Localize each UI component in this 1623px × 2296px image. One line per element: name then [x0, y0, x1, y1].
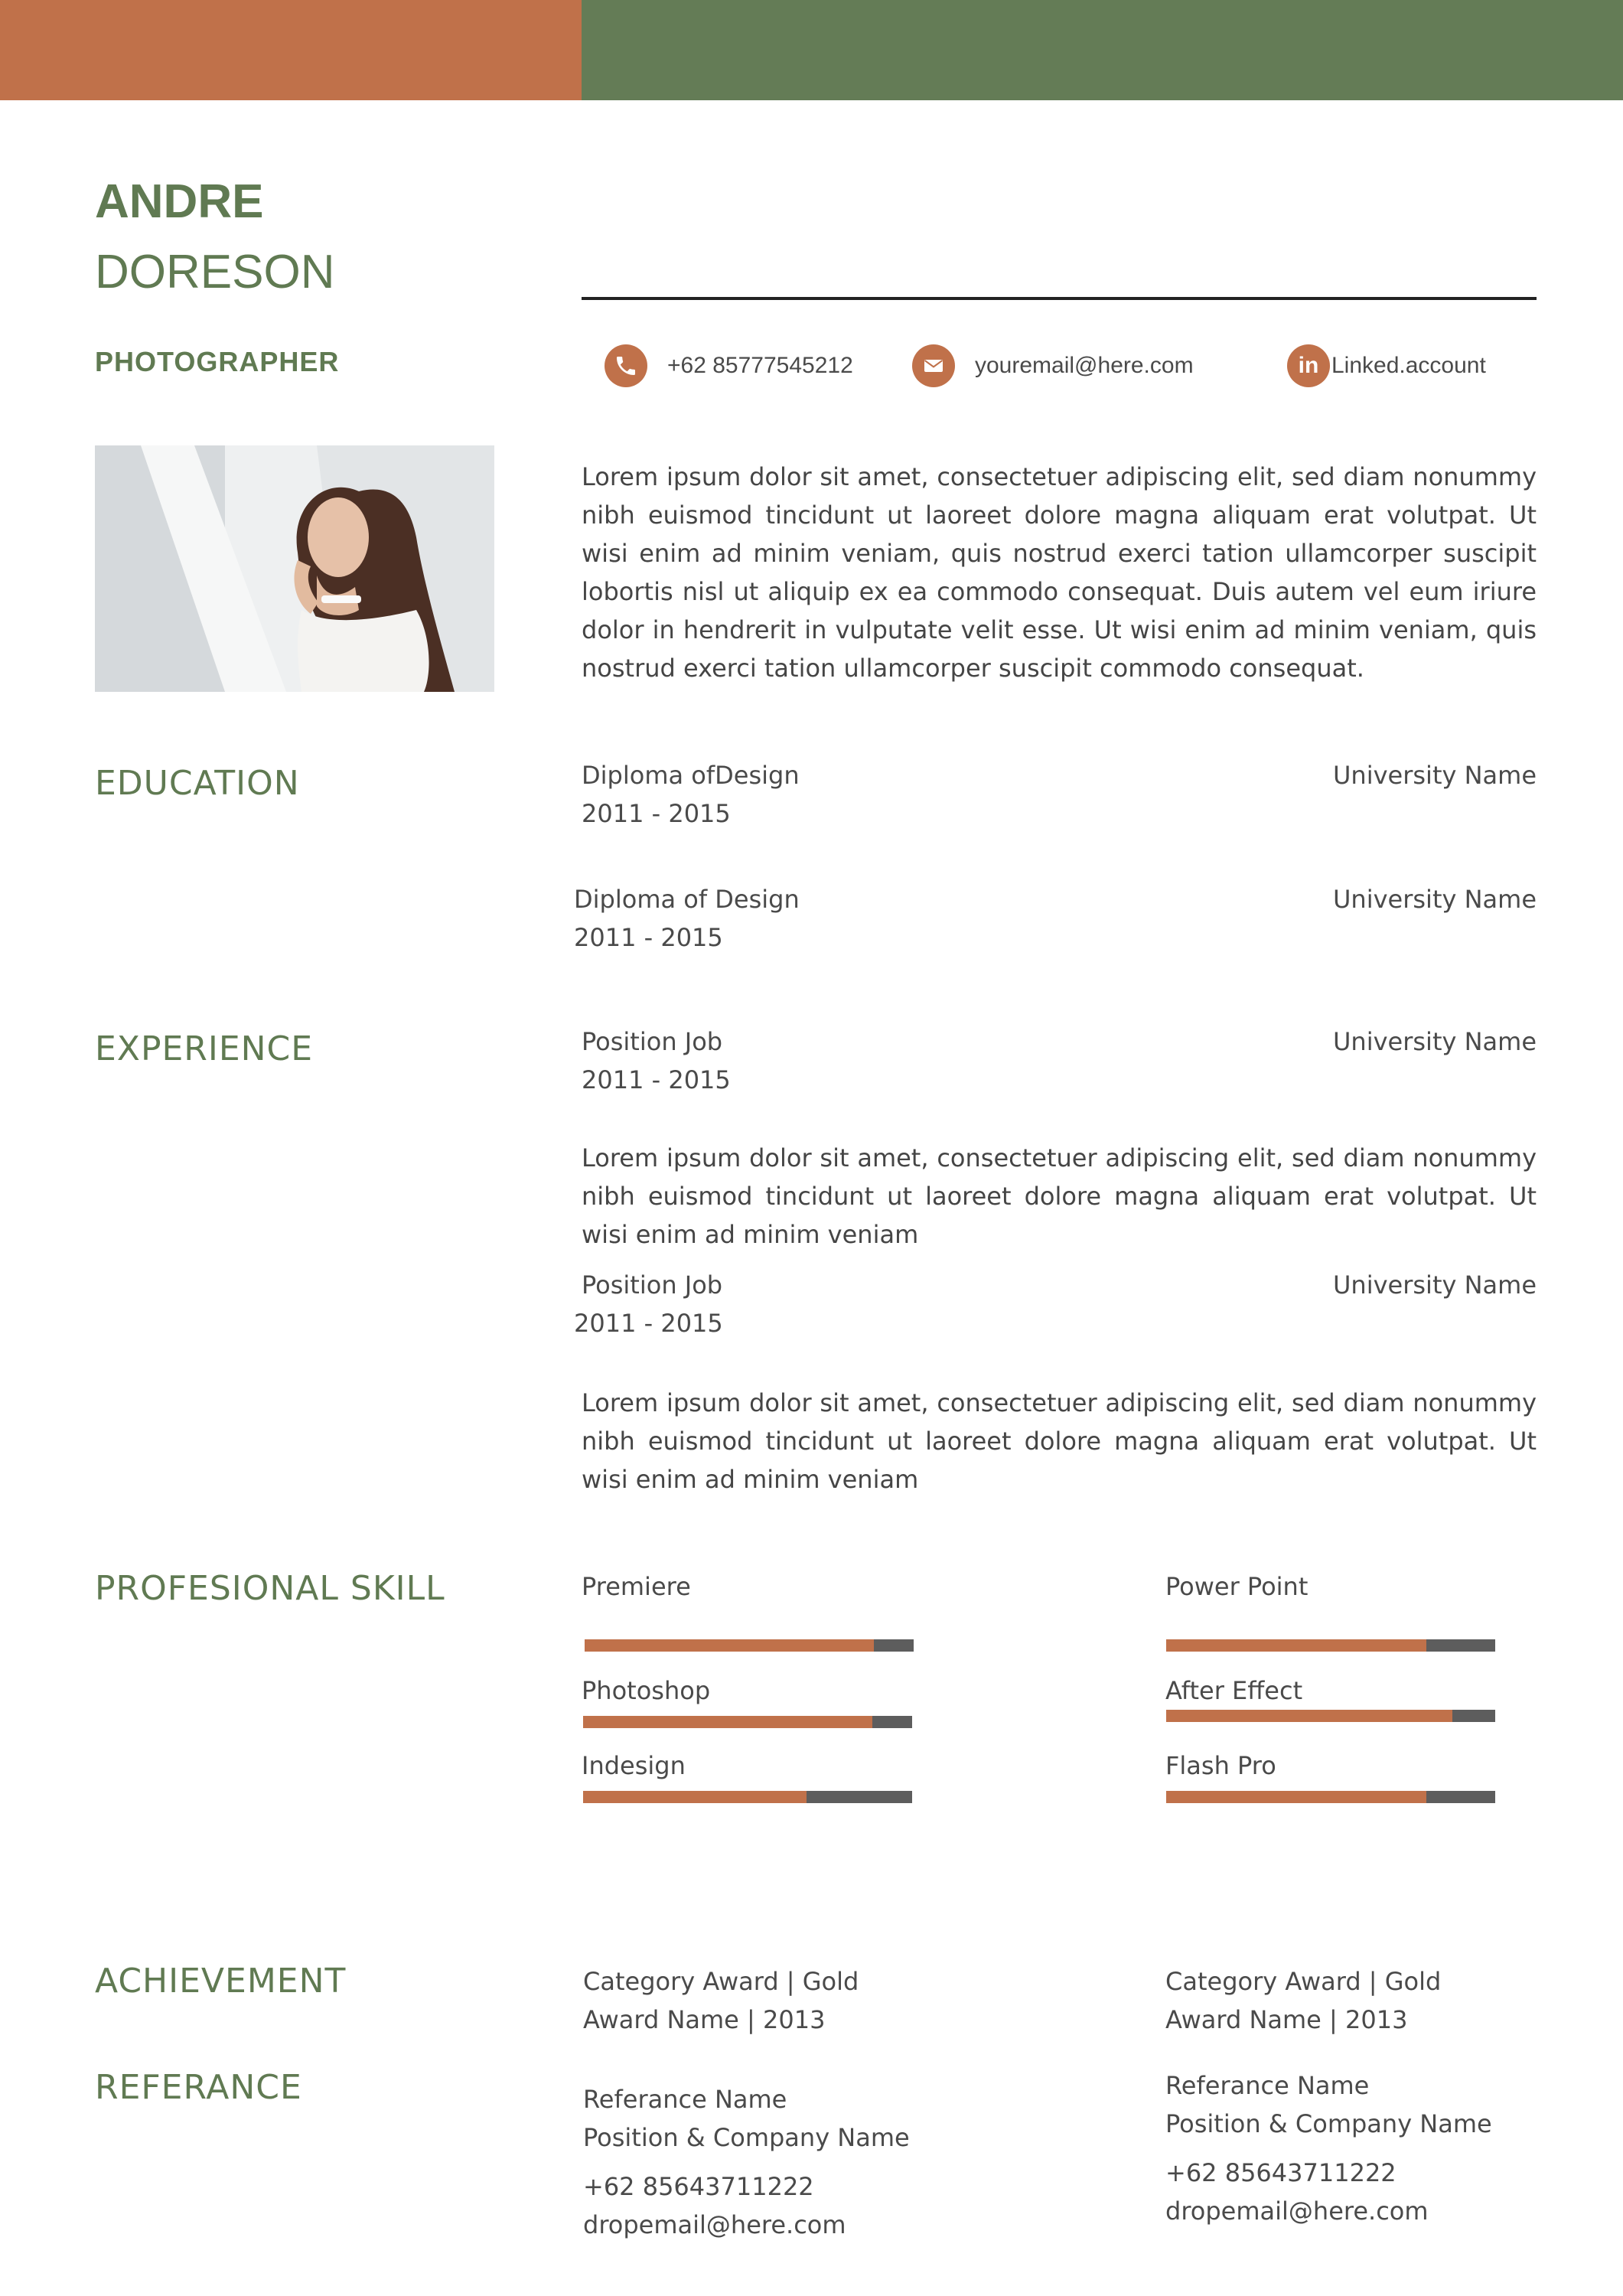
- skill-label-power-point: Power Point: [1165, 1572, 1309, 1601]
- education-years-1: 2011 - 2015: [582, 799, 731, 828]
- experience-position-1: Position Job: [582, 1027, 723, 1056]
- reference-name-2: Referance Name: [1165, 2071, 1370, 2100]
- experience-years-2: 2011 - 2015: [574, 1309, 723, 1338]
- skill-bar-flash-pro: [1166, 1791, 1495, 1803]
- education-degree-2: Diploma of Design: [574, 885, 800, 914]
- experience-years-1: 2011 - 2015: [582, 1065, 731, 1094]
- reference-phone-1: +62 85643711222: [583, 2172, 814, 2201]
- mail-icon: [912, 344, 955, 387]
- skill-fill-power-point: [1166, 1639, 1426, 1652]
- skill-bar-after-effect: [1166, 1710, 1495, 1722]
- skill-bar-premiere: [585, 1639, 914, 1652]
- skill-label-indesign: Indesign: [582, 1751, 686, 1780]
- skill-label-after-effect: After Effect: [1165, 1676, 1303, 1705]
- experience-heading: EXPERIENCE: [95, 1029, 314, 1068]
- achievement-award-2: Award Name | 2013: [1165, 2005, 1408, 2034]
- education-school-2: University Name: [1333, 885, 1537, 914]
- contact-phone[interactable]: [605, 343, 853, 389]
- job-title: PHOTOGRAPHER: [95, 346, 340, 377]
- achievement-award-1: Award Name | 2013: [583, 2005, 826, 2034]
- experience-description-2: Lorem ipsum dolor sit amet, consectetuer adipiscing elit, sed diam nonummy nibh euismod tincidunt ut laoreet dolore magna aliquam erat volutpat. Ut wisi enim ad minim veniam: [582, 1388, 1537, 1494]
- linkedin-icon: in: [1287, 344, 1330, 387]
- header-band-green: [582, 0, 1623, 100]
- experience-company-2: University Name: [1333, 1270, 1537, 1300]
- skill-bar-power-point: [1166, 1639, 1495, 1652]
- last-name: DORESON: [95, 246, 335, 298]
- skill-bar-indesign: [583, 1791, 912, 1803]
- skills-heading: PROFESIONAL SKILL: [95, 1569, 445, 1608]
- reference-position-1: Position & Company Name: [583, 2123, 910, 2152]
- first-name: ANDRE: [95, 175, 264, 228]
- reference-position-2: Position & Company Name: [1165, 2109, 1492, 2138]
- email-text: youremail@here.com: [975, 353, 1194, 378]
- reference-name-1: Referance Name: [583, 2085, 787, 2114]
- reference-email-1[interactable]: dropemail@here.com: [583, 2210, 846, 2239]
- experience-description-1: Lorem ipsum dolor sit amet, consectetuer adipiscing elit, sed diam nonummy nibh euismod tincidunt ut laoreet dolore magna aliquam erat volutpat. Ut wisi enim ad minim veniam: [582, 1143, 1537, 1249]
- linkedin-text: Linked.account: [1331, 353, 1486, 378]
- experience-position-2: Position Job: [582, 1270, 723, 1300]
- education-years-2: 2011 - 2015: [574, 923, 723, 952]
- summary-paragraph: Lorem ipsum dolor sit amet, consectetuer adipiscing elit, sed diam nonummy nibh euismod tincidunt ut laoreet dolore magna aliquam erat volutpat. Ut wisi enim ad minim veniam, quis nostrud exerci tation ullamcorper suscipit lobortis nisl ut aliquip ex ea commodo consequat. Duis autem vel eum iriure dolor in hendrerit in vulputate velit esse. Ut wisi enim ad minim veniam, quis nostrud exerci tation ullamcorper suscipit commodo consequat.: [582, 462, 1537, 683]
- education-heading: EDUCATION: [95, 764, 300, 803]
- skill-label-photoshop: Photoshop: [582, 1676, 711, 1705]
- education-degree-1: Diploma ofDesign: [582, 761, 800, 790]
- skill-label-premiere: Premiere: [582, 1572, 691, 1601]
- achievement-category-2: Category Award | Gold: [1165, 1967, 1442, 1996]
- contact-linkedin[interactable]: [1287, 343, 1486, 389]
- phone-icon: [605, 344, 647, 387]
- skill-fill-premiere: [585, 1639, 874, 1652]
- achievement-category-1: Category Award | Gold: [583, 1967, 859, 1996]
- skill-fill-after-effect: [1166, 1710, 1452, 1722]
- experience-company-1: University Name: [1333, 1027, 1537, 1056]
- skill-label-flash-pro: Flash Pro: [1165, 1751, 1276, 1780]
- education-school-1: University Name: [1333, 761, 1537, 790]
- header-divider: [582, 297, 1537, 300]
- achievement-heading: ACHIEVEMENT: [95, 1962, 347, 2001]
- skill-fill-flash-pro: [1166, 1791, 1426, 1803]
- reference-heading: REFERANCE: [95, 2068, 302, 2107]
- contact-email[interactable]: [912, 343, 1194, 389]
- header-band-orange: [0, 0, 582, 100]
- reference-phone-2: +62 85643711222: [1165, 2158, 1396, 2187]
- skill-fill-indesign: [583, 1791, 807, 1803]
- skill-fill-photoshop: [583, 1716, 872, 1728]
- profile-photo: [95, 445, 494, 692]
- phone-text: +62 85777545212: [667, 353, 853, 378]
- skill-bar-photoshop: [583, 1716, 912, 1728]
- reference-email-2[interactable]: dropemail@here.com: [1165, 2197, 1429, 2226]
